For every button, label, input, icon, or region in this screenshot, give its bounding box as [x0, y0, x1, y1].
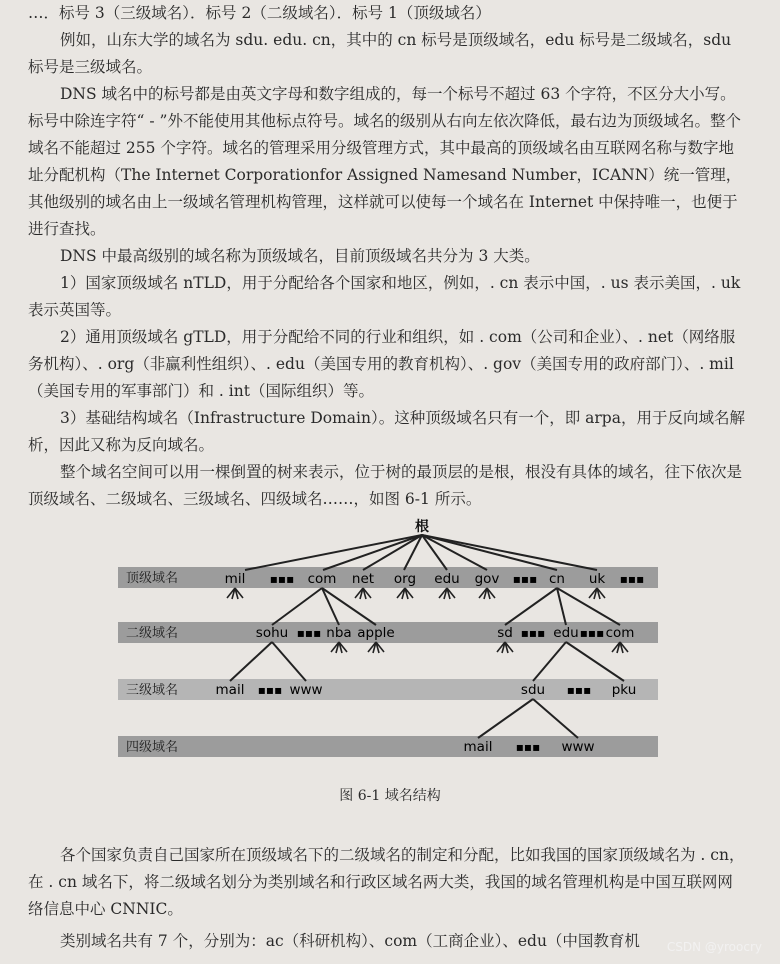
paragraph-label-order: …．标号 3（三级域名）．标号 2（二级域名）．标号 1（顶级域名）: [28, 4, 491, 22]
paragraph-infrastructure: 3）基础结构域名（Infrastructure Domain）。这种顶级域名只有一个，即 arpa，用于反向域名解析，因此又称为反向域名。: [28, 409, 745, 454]
figure-caption: 图 6-1 域名结构: [339, 788, 441, 804]
level-label-3: 三级域名: [126, 683, 179, 698]
sld-apple: apple: [357, 625, 395, 641]
third-ellipsis-2: ▪▪▪: [566, 683, 592, 697]
paragraph-dns-labels: DNS 域名中的标号都是由英文字母和数字组成的，每一个标号不超过 63 个字符，不区分大小写。标号中除连字符“ - ”外不能使用其他标点符号。域名的级别从右向左依次降低，最右边为顶级域名。整个域名不能超过 255 个字符。域名的管理采用分级管理方式，其中最高的顶级域名由互联网名称与数字地址分配机构（The Internet Corporationfor Assigned Namesand Number，ICANN）统一管理，其他级别的域名由上一级域名管理机构管理，这样就可以使每一个域名在 Internet 中保持唯一，也便于进行查找。: [28, 85, 742, 238]
tld-uk: uk: [588, 571, 606, 587]
sohu-edges: [230, 642, 306, 681]
tld-edu: edu: [434, 571, 460, 587]
paragraph-gtld: 2）通用顶级域名 gTLD，用于分配给不同的行业和组织，如 . com（公司和企业）、. net（网络服务机构）、. org（非赢利性组织）、. edu（美国专用的教育机构）、. gov（美国专用的政府部门）、. mil（美国专用的军事部门）和 . int（国际组织）等。: [28, 328, 736, 400]
tld-com: com: [307, 571, 337, 587]
third-sdu: sdu: [520, 682, 546, 698]
band-level-1: [118, 567, 658, 588]
paragraph-tld-intro: DNS 中最高级别的域名称为顶级域名，目前顶级域名共分为 3 大类。: [60, 247, 540, 265]
paragraph-cn-domains: 各个国家负责自己国家所在顶级域名下的二级域名的制定和分配，比如我国的国家顶级域名为 . cn，在 . cn 域名下，将二级域名划分为类别域名和行政区域名两大类，我国的域名管理机构是中国互联网网络信息中心 CNNIC。: [28, 846, 745, 918]
third-www: www: [289, 682, 323, 698]
level-label-4: 四级域名: [126, 740, 179, 755]
level-label-1: 顶级域名: [126, 571, 179, 586]
tld-net: net: [351, 571, 375, 587]
tld-mil: mil: [224, 571, 246, 587]
com-edges: [272, 588, 376, 625]
tld-ellipsis-2: ▪▪▪: [512, 572, 538, 586]
root-node: 根: [415, 519, 429, 535]
paragraph-example: 例如，山东大学的域名为 sdu. edu. cn，其中的 cn 标号是顶级域名，edu 标号是二级域名，sdu 标号是三级域名。: [28, 31, 732, 76]
third-ellipsis-1: ▪▪▪: [257, 683, 283, 697]
third-mail: mail: [215, 682, 245, 698]
sld-nba: nba: [326, 625, 352, 641]
third-pku: pku: [611, 682, 637, 698]
level-label-2: 二级域名: [126, 626, 179, 641]
tld-gov: gov: [474, 571, 500, 587]
sdu-edges: [478, 699, 578, 738]
tld-ellipsis-3: ▪▪▪: [619, 572, 645, 586]
sld-branch-stubs: [331, 642, 628, 653]
paragraph-category-domains: 类别域名共有 7 个，分别为：ac（科研机构）、com（工商企业）、edu（中国教育机: [60, 932, 640, 950]
fourth-ellipsis: ▪▪▪: [515, 740, 541, 754]
sld-ellipsis-2: ▪▪▪: [520, 626, 546, 640]
tld-ellipsis: ▪▪▪: [269, 572, 295, 586]
watermark: CSDN @yroocry: [666, 940, 762, 954]
sld-sd: sd: [497, 625, 513, 641]
tld-org: org: [393, 571, 417, 587]
sld-sohu: sohu: [255, 625, 289, 641]
root-edges: [245, 535, 597, 570]
domain-tree-figure: [0, 515, 780, 775]
fourth-www: www: [561, 739, 595, 755]
paragraph-ntld: 1）国家顶级域名 nTLD，用于分配给各个国家和地区，例如，. cn 表示中国，. us 表示美国，. uk 表示英国等。: [28, 274, 741, 319]
tld-cn: cn: [549, 571, 565, 587]
sld-edu: edu: [553, 625, 579, 641]
fourth-mail: mail: [463, 739, 493, 755]
edu-edges: [533, 642, 624, 681]
sld-ellipsis-3: ▪▪▪: [579, 626, 605, 640]
sld-ellipsis-1: ▪▪▪: [296, 626, 322, 640]
cn-edges: [505, 588, 620, 625]
sld-com: com: [605, 625, 635, 641]
paragraph-tree-intro: 整个域名空间可以用一棵倒置的树来表示，位于树的最顶层的是根，根没有具体的域名，往下依次是顶级域名、二级域名、三级域名、四级域名……，如图 6-1 所示。: [28, 463, 743, 508]
